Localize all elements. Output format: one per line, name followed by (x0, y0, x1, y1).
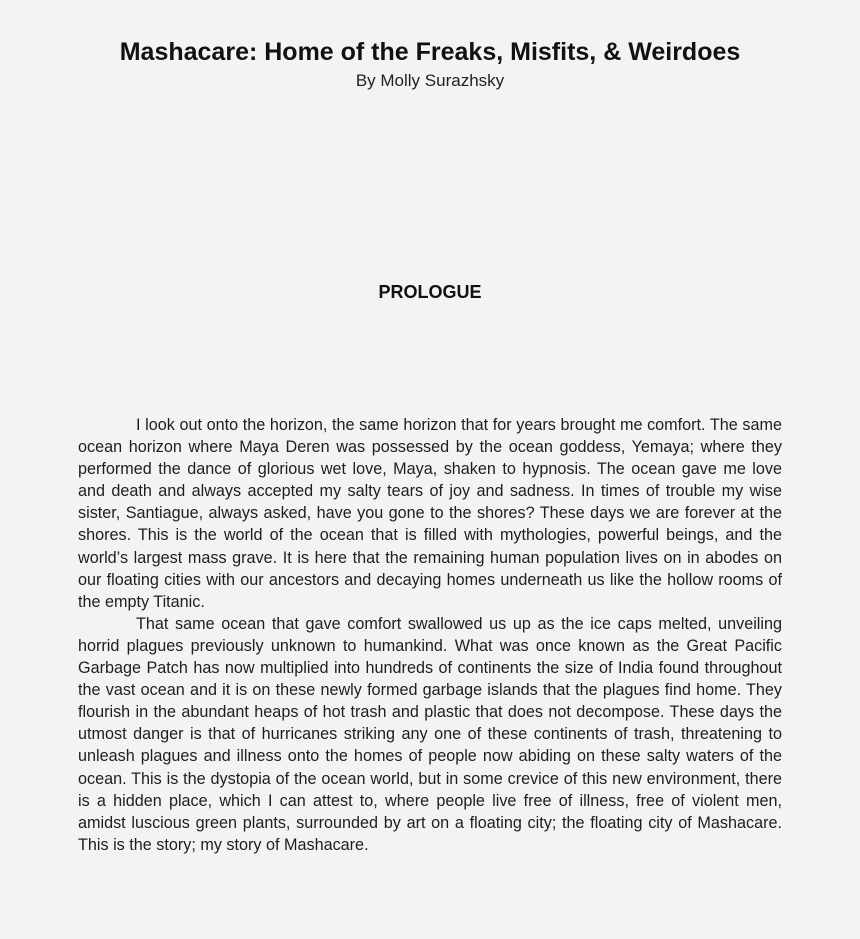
document-title: Mashacare: Home of the Freaks, Misfits, & Weirdoes (119, 38, 741, 66)
body-text (78, 414, 782, 856)
section-heading: PROLOGUE (378, 282, 482, 302)
paragraph-1: I look out onto the horizon, the same horizon that for years brought me comfort. The same ocean horizon where Maya Deren was possessed by the ocean goddess, Yemaya; where they performed the dance of glorious wet love, Maya, shaken to hypnosis. The ocean gave me love and death and always accepted my salty tears of joy and sadness. In times of trouble my wise sister, Santiague, always asked, have you gone to the shores? These days we are forever at the shores. This is the world of the ocean that is filled with mythologies, powerful beings, and the world’s largest mass grave. It is here that the remaining human population lives on in abodes on our floating cities with our ancestors and decaying homes underneath us like the hollow rooms of the empty Titanic. (78, 416, 782, 611)
document-author: By Molly Surazhsky (355, 71, 505, 90)
paragraph-2: That same ocean that gave comfort swallowed us up as the ice caps melted, unveiling horrid plagues previously unknown to humankind. What was once known as the Great Pacific Garbage Patch has now multiplied into hundreds of continents the size of India found throughout the vast ocean and it is on these newly formed garbage islands that the plagues find home. They flourish in the abundant heaps of hot trash and plastic that does not decompose. These days the utmost danger is that of hurricanes striking any one of these continents of trash, threatening to unleash plagues and illness onto the homes of people now abiding on these salty waters of the ocean. This is the dystopia of the ocean world, but in some crevice of this new environment, there is a hidden place, which I can attest to, where people live free of illness, free of violent men, amidst luscious green plants, surrounded by art on a floating city; the floating city of Mashacare. This is the story; my story of Mashacare. (78, 614, 782, 854)
